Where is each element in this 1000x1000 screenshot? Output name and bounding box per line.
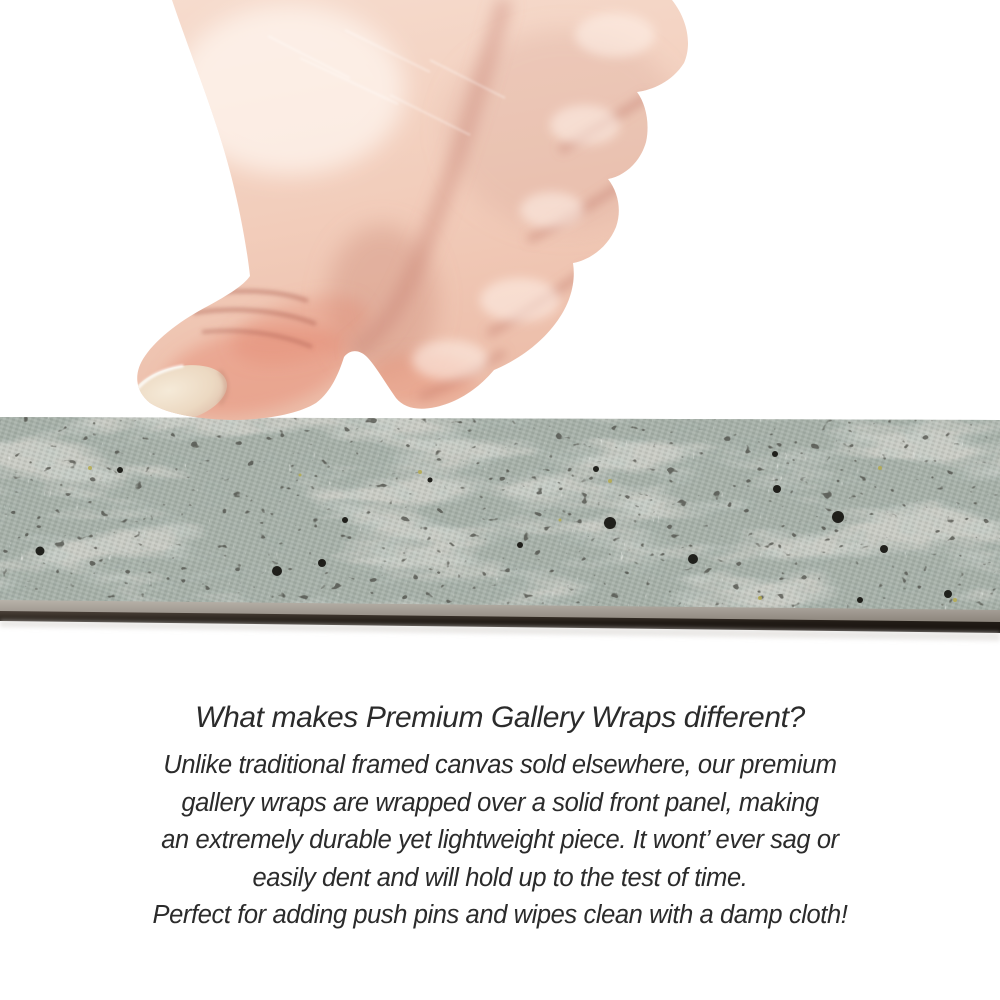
body-line-1: Unlike traditional framed canvas sold elsewhere, our premium [163,751,837,779]
body-line-2: gallery wraps are wrapped over a solid front panel, making [181,788,819,817]
canvas-strip [0,410,1000,641]
text-block [0,701,1000,935]
body-line-5: Perfect for adding push pins and wipes clean with a damp cloth! [152,901,848,929]
hand-pressing [123,0,688,432]
body-line-3: an extremely durable yet lightweight piece. It wont’ ever sag or [161,826,839,854]
body-line-4: easily dent and will hold up to the test of time. [252,863,748,892]
heading: What makes Premium Gallery Wraps different? [195,701,805,734]
